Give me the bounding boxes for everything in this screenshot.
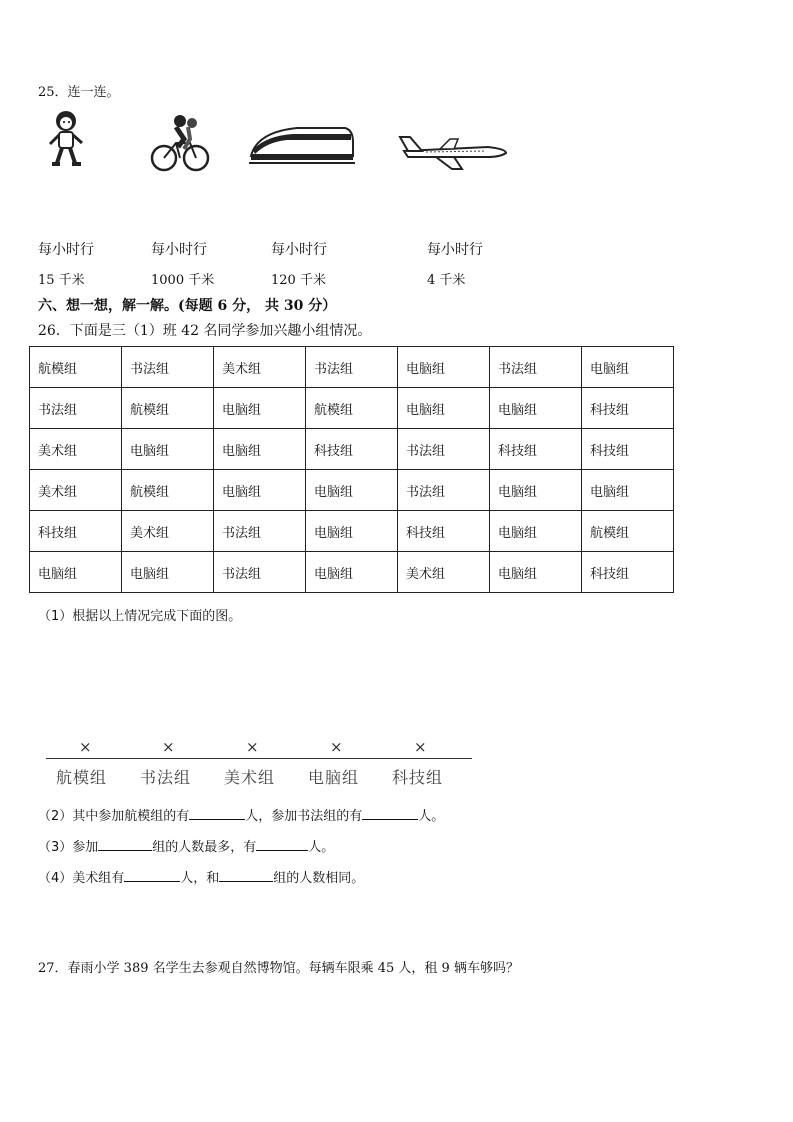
category-label-1: 书法组 bbox=[140, 768, 192, 787]
section-6-title: 六、想一想，解一解。(每题 6 分， 共 30 分） bbox=[38, 298, 337, 314]
table-cell: 书法组 bbox=[214, 511, 306, 552]
table-cell: 科技组 bbox=[306, 429, 398, 470]
table-cell: 书法组 bbox=[398, 470, 490, 511]
table-cell: 电脑组 bbox=[122, 552, 214, 593]
table-cell: 科技组 bbox=[30, 511, 122, 552]
table-cell: 电脑组 bbox=[306, 511, 398, 552]
table-cell: 书法组 bbox=[490, 347, 582, 388]
q26-sub3: （3）参加 组的人数最多，有 人。 bbox=[38, 837, 334, 856]
table-cell: 电脑组 bbox=[214, 388, 306, 429]
speed-label-1: 每小时行 15 千米 bbox=[38, 242, 94, 288]
table-cell: 航模组 bbox=[582, 511, 674, 552]
mark-2: × bbox=[246, 738, 259, 756]
cyclist-icon bbox=[150, 113, 210, 173]
table-cell: 电脑组 bbox=[490, 388, 582, 429]
table-cell: 美术组 bbox=[122, 511, 214, 552]
table-cell: 美术组 bbox=[30, 470, 122, 511]
answer-blank-4[interactable] bbox=[256, 837, 308, 851]
table-cell: 书法组 bbox=[306, 347, 398, 388]
category-label-3: 电脑组 bbox=[308, 768, 360, 787]
table-cell: 航模组 bbox=[122, 470, 214, 511]
chart-baseline bbox=[46, 758, 472, 759]
q26-sub4: （4）美术组有 人，和 组的人数相同。 bbox=[38, 868, 364, 887]
table-row bbox=[30, 552, 674, 593]
table-cell: 电脑组 bbox=[398, 347, 490, 388]
table-cell: 电脑组 bbox=[582, 347, 674, 388]
mark-4: × bbox=[414, 738, 427, 756]
table-cell: 美术组 bbox=[30, 429, 122, 470]
table-row bbox=[30, 429, 674, 470]
mark-3: × bbox=[330, 738, 343, 756]
q26-sub2: （2）其中参加航模组的有 人，参加书法组的有 人。 bbox=[38, 806, 444, 825]
table-cell: 美术组 bbox=[214, 347, 306, 388]
table-cell: 电脑组 bbox=[214, 470, 306, 511]
person-walking-icon bbox=[44, 107, 88, 169]
table-cell: 科技组 bbox=[582, 552, 674, 593]
table-cell: 电脑组 bbox=[582, 470, 674, 511]
table-cell: 美术组 bbox=[398, 552, 490, 593]
table-row bbox=[30, 511, 674, 552]
table-cell: 科技组 bbox=[398, 511, 490, 552]
answer-blank-5[interactable] bbox=[124, 868, 180, 882]
table-cell: 电脑组 bbox=[398, 388, 490, 429]
mark-1: × bbox=[162, 738, 175, 756]
speed-label-3: 每小时行 120 千米 bbox=[271, 242, 327, 288]
table-cell: 电脑组 bbox=[214, 429, 306, 470]
q26-title: 26．下面是三（1）班 42 名同学参加兴趣小组情况。 bbox=[38, 323, 372, 339]
table-cell: 科技组 bbox=[582, 388, 674, 429]
airplane-icon bbox=[396, 129, 508, 171]
category-label-4: 科技组 bbox=[392, 768, 444, 787]
table-cell: 电脑组 bbox=[306, 470, 398, 511]
q26-sub1: （1）根据以上情况完成下面的图。 bbox=[38, 609, 242, 624]
mark-0: × bbox=[79, 738, 92, 756]
table-cell: 电脑组 bbox=[490, 470, 582, 511]
speed-label-2: 每小时行 1000 千米 bbox=[151, 242, 215, 288]
table-cell: 电脑组 bbox=[490, 511, 582, 552]
table-cell: 书法组 bbox=[30, 388, 122, 429]
table-row bbox=[30, 470, 674, 511]
table-cell: 书法组 bbox=[214, 552, 306, 593]
answer-blank-6[interactable] bbox=[219, 868, 273, 882]
table-cell: 电脑组 bbox=[122, 429, 214, 470]
interest-group-table bbox=[29, 346, 674, 593]
table-cell: 电脑组 bbox=[490, 552, 582, 593]
table-cell: 航模组 bbox=[306, 388, 398, 429]
table-cell: 航模组 bbox=[122, 388, 214, 429]
table-cell: 书法组 bbox=[122, 347, 214, 388]
speed-label-4: 每小时行 4 千米 bbox=[427, 242, 483, 288]
q25-title: 25．连一连。 bbox=[38, 85, 120, 100]
category-label-2: 美术组 bbox=[224, 768, 276, 787]
train-icon bbox=[247, 122, 357, 166]
table-row bbox=[30, 388, 674, 429]
answer-blank-3[interactable] bbox=[98, 837, 152, 851]
table-cell: 书法组 bbox=[398, 429, 490, 470]
q27-title: 27．春雨小学 389 名学生去参观自然博物馆。每辆车限乘 45 人，租 9 辆车够吗？ bbox=[38, 961, 519, 976]
table-cell: 航模组 bbox=[30, 347, 122, 388]
answer-blank-2[interactable] bbox=[362, 806, 418, 820]
answer-blank-1[interactable] bbox=[189, 806, 245, 820]
table-cell: 电脑组 bbox=[306, 552, 398, 593]
table-row bbox=[30, 347, 674, 388]
table-cell: 科技组 bbox=[582, 429, 674, 470]
table-cell: 科技组 bbox=[490, 429, 582, 470]
table-cell: 电脑组 bbox=[30, 552, 122, 593]
category-label-0: 航模组 bbox=[56, 768, 108, 787]
